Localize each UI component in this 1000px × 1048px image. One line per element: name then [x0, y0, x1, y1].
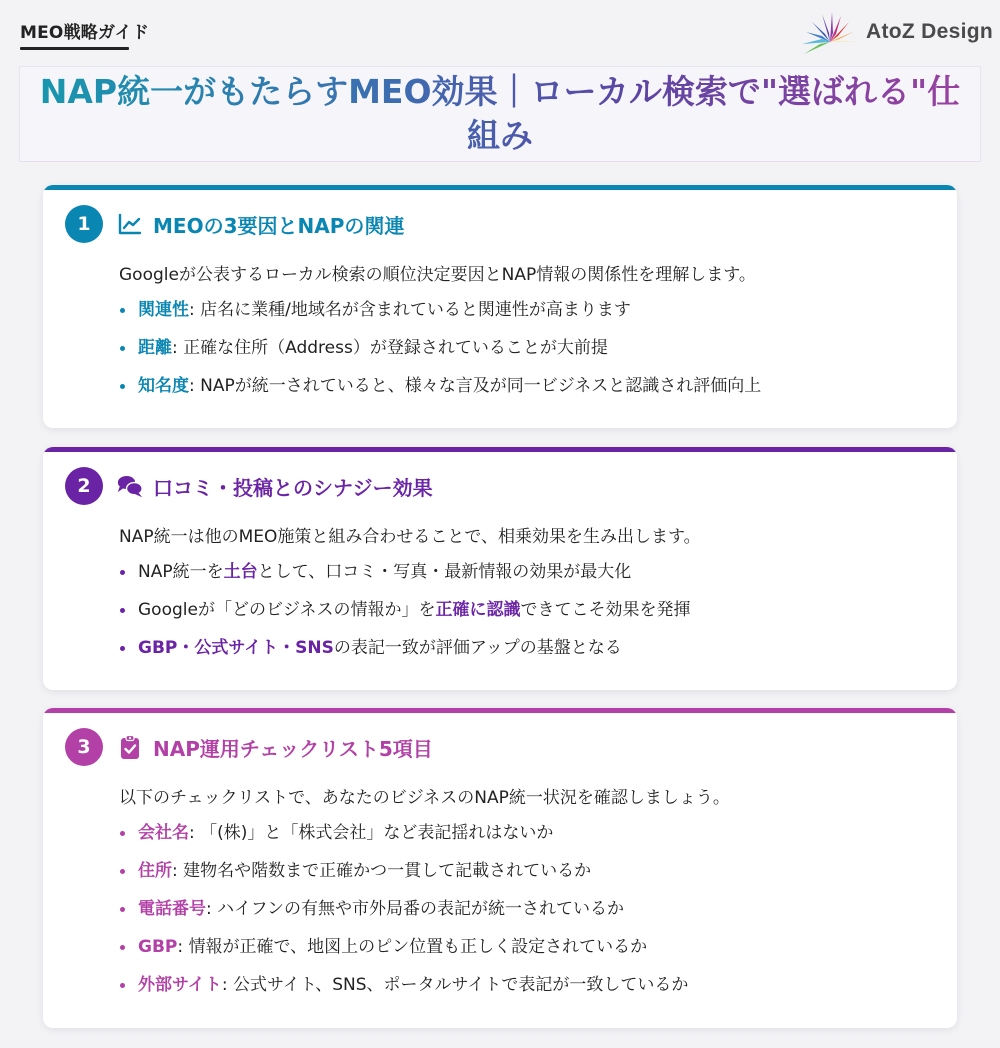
page-title: NAP統一がもたらすMEO効果｜ローカル検索で"選ばれる"仕組み	[34, 70, 966, 158]
top-bar	[0, 0, 1000, 60]
checklist-item: GBP: 情報が正確で、地図上のピン位置も正しく設定されているか	[119, 935, 688, 973]
checklist	[119, 821, 688, 1011]
section-card-3	[43, 708, 957, 1028]
highlight-term: 土台	[223, 562, 258, 582]
section-intro: 以下のチェックリストで、あなたのビジネスのNAP統一状況を確認しましょう。	[119, 788, 730, 808]
list-item: Googleが「どのビジネスの情報か」を正確に認識できてこそ効果を発揮	[119, 598, 690, 636]
section-card-2	[43, 447, 957, 690]
list-item: 距離: 正確な住所（Address）が登録されていることが大前提	[119, 336, 761, 374]
list-item: NAP統一を土台として、口コミ・写真・最新情報の効果が最大化	[119, 560, 690, 598]
section-number-badge: 2	[65, 467, 103, 505]
section-intro: Googleが公表するローカル検索の順位決定要因とNAP情報の関係性を理解します。	[119, 265, 756, 285]
section-title: NAP運用チェックリスト5項目	[153, 736, 433, 761]
highlight-term: 住所	[138, 861, 172, 881]
checklist-item: 外部サイト: 公式サイト、SNS、ポータルサイトで表記が一致しているか	[119, 973, 688, 1011]
guide-underline	[20, 47, 129, 50]
checklist-item: 住所: 建物名や階数まで正確かつ一貫して記載されているか	[119, 859, 688, 897]
brand-logo	[800, 8, 993, 56]
section-list	[119, 560, 690, 674]
section-number-badge: 3	[65, 728, 103, 766]
checklist-item: 電話番号: ハイフンの有無や市外局番の表記が統一されているか	[119, 897, 688, 935]
section-number-badge: 1	[65, 205, 103, 243]
section-title: 口コミ・投稿とのシナジー効果	[153, 475, 433, 500]
highlight-term: 正確に認識	[435, 600, 521, 620]
title-box	[19, 66, 981, 162]
list-item: 知名度: NAPが統一されていると、様々な言及が同一ビジネスと認識され評価向上	[119, 374, 761, 412]
list-item: 関連性: 店名に業種/地域名が含まれていると関連性が高まります	[119, 298, 761, 336]
line-chart-icon	[117, 211, 143, 237]
fan-petals-logo-icon	[800, 8, 862, 56]
logo-text: AtoZ Design	[866, 20, 993, 43]
highlight-term: GBP	[138, 937, 178, 957]
highlight-term: 外部サイト	[138, 975, 222, 995]
section-intro: NAP統一は他のMEO施策と組み合わせることで、相乗効果を生み出します。	[119, 527, 701, 547]
section-header	[65, 728, 433, 766]
section-title: MEOの3要因とNAPの関連	[153, 213, 405, 238]
highlight-term: 知名度	[138, 376, 189, 396]
section-header	[65, 205, 404, 243]
checklist-item: 会社名: 「(株)」と「株式会社」など表記揺れはないか	[119, 821, 688, 859]
highlight-term: 会社名	[138, 823, 189, 843]
comments-icon	[117, 473, 143, 499]
section-card-1	[43, 185, 957, 428]
highlight-term: 電話番号	[138, 899, 206, 919]
section-header	[65, 467, 433, 505]
list-item: GBP・公式サイト・SNSの表記一致が評価アップの基盤となる	[119, 636, 690, 674]
clipboard-check-icon	[117, 734, 143, 760]
section-list	[119, 298, 761, 412]
guide-label: MEO戦略ガイド	[20, 23, 150, 43]
highlight-term: GBP・公式サイト・SNS	[138, 638, 334, 658]
highlight-term: 関連性	[138, 300, 189, 320]
highlight-term: 距離	[138, 338, 172, 358]
